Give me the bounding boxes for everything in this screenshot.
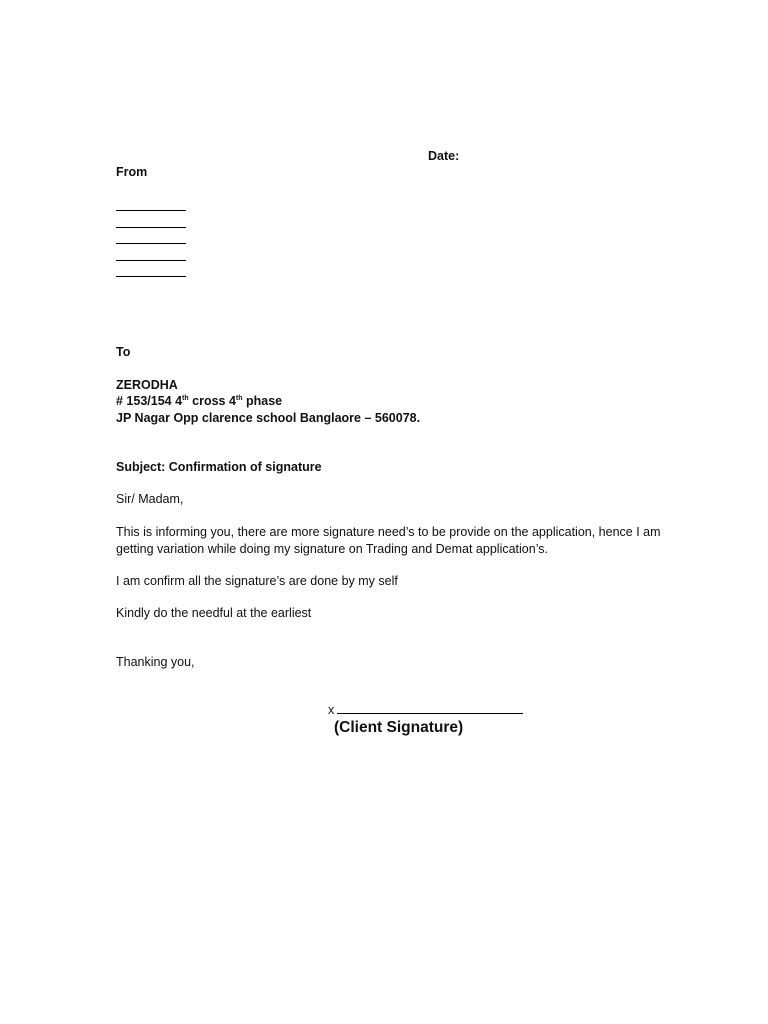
- to-label: To: [116, 345, 131, 359]
- body-paragraph-1: This is informing you, there are more signature need’s to be provide on the application, hence I am getting variation while doing my signature on Trading and Demat application’s.: [116, 525, 661, 556]
- from-blank-line-1: [116, 210, 186, 211]
- signature-field: [328, 703, 523, 717]
- address-sup2: th: [235, 394, 243, 402]
- salutation: Sir/ Madam,: [116, 492, 184, 506]
- signature-x: x: [328, 703, 335, 717]
- client-signature-label: (Client Signature): [334, 719, 464, 736]
- subject-line: Subject: Confirmation of signature: [116, 460, 322, 474]
- from-blank-line-4: [116, 260, 186, 261]
- address-mid: cross 4: [188, 394, 236, 408]
- address-prefix: # 153/154 4: [116, 394, 183, 408]
- body-paragraph-2: I am confirm all the signature’s are done by my self: [116, 574, 398, 588]
- date-label: Date:: [428, 149, 460, 163]
- body-paragraph-3: Kindly do the needful at the earliest: [116, 606, 312, 620]
- address-sup1: th: [182, 394, 189, 402]
- from-blank-line-5: [116, 276, 186, 277]
- recipient-address-line2: JP Nagar Opp clarence school Banglaore – 560078.: [116, 411, 421, 425]
- recipient-name: ZERODHA: [116, 378, 178, 392]
- from-blank-line-2: [116, 227, 186, 228]
- recipient-address-line1: [116, 394, 282, 408]
- address-suffix: phase: [242, 394, 283, 408]
- from-label: From: [116, 165, 148, 179]
- from-blank-line-3: [116, 243, 186, 244]
- closing: Thanking you,: [116, 655, 195, 669]
- signature-line: [337, 703, 523, 714]
